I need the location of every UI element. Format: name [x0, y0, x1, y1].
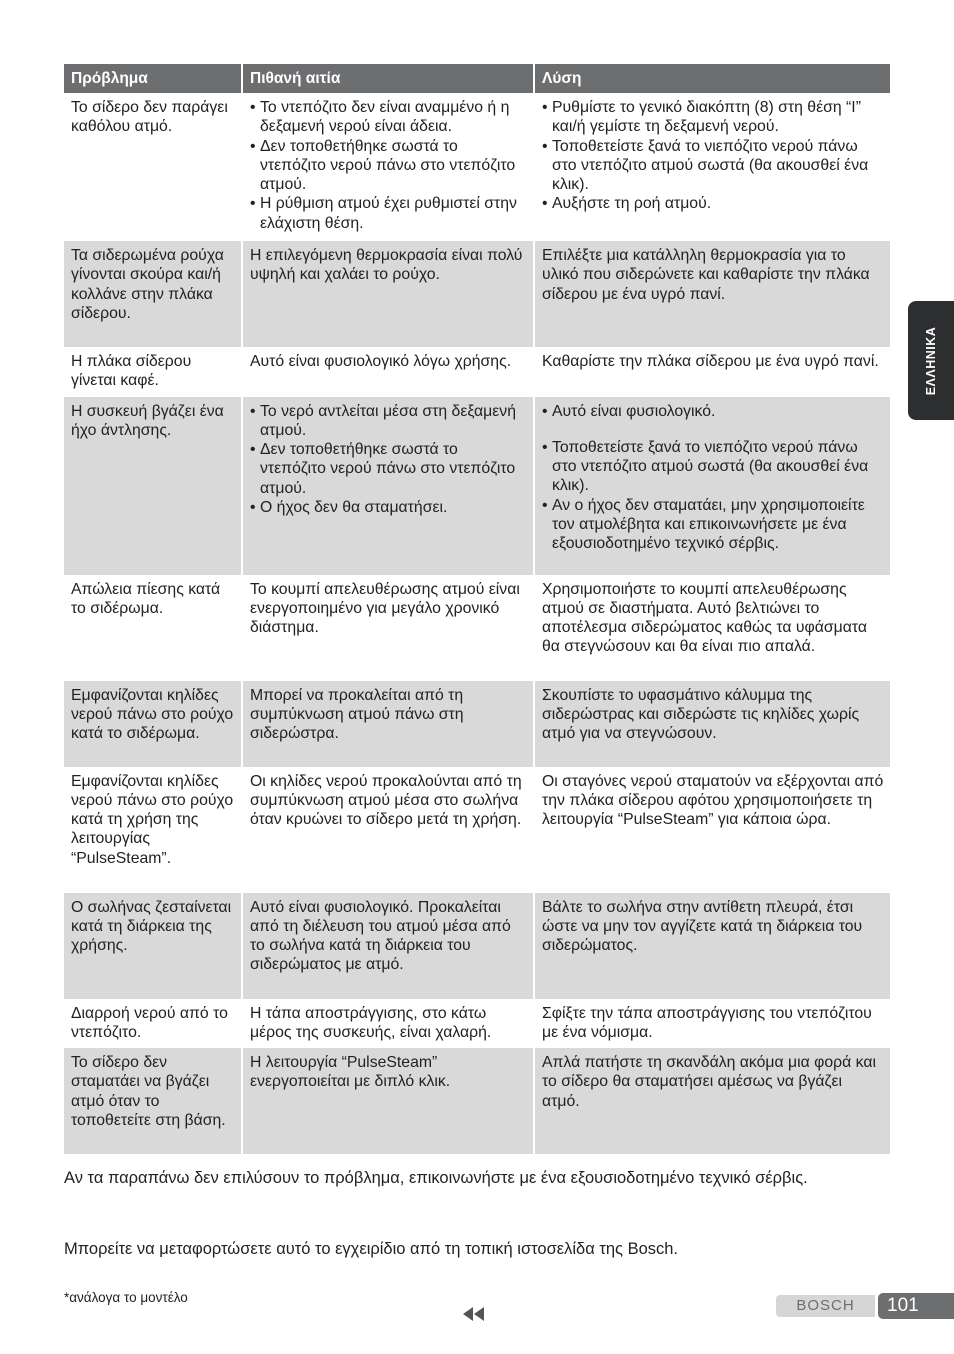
table-row — [64, 1048, 890, 1154]
problem-cell: Η συσκευή βγάζει ένα ήχο άντλησης. — [64, 397, 242, 575]
problem-cell: Το σίδερο δεν παράγει καθόλου ατμό. — [64, 93, 242, 241]
language-side-tab — [908, 301, 954, 420]
language-label: ΕΛΛΗΝΙΚΑ — [924, 326, 938, 395]
cause-cell: Μπορεί να προκαλείται από τη συμπύκνωση ατμού πάνω στη σιδερώστρα. — [242, 681, 534, 767]
cause-cell — [242, 93, 534, 241]
cause-cell: Η τάπα αποστράγγισης, στο κάτω μέρος της συσκευής, είναι χαλαρή. — [242, 999, 534, 1049]
solution-item: • Αυξήστε τη ροή ατμού. — [542, 194, 884, 213]
solution-cell: Καθαρίστε την πλάκα σίδερου με ένα υγρό πανί. — [542, 353, 879, 370]
cause-cell: Αυτό είναι φυσιολογικό λόγω χρήσης. — [242, 347, 534, 397]
cause-item: • Το ντεπόζιτο δεν είναι αναμμένο ή η δεξαμενή νερού είναι άδεια. — [250, 98, 527, 137]
problem-cell: Εμφανίζονται κηλίδες νερού πάνω στο ρούχο κατά το σιδέρωμα. — [64, 681, 242, 767]
solution-cell: Σκουπίστε το υφασμάτινο κάλυμμα της σιδερώστρας και σιδερώστε τις κηλίδες χωρίς ατμό για να στεγνώσουν. — [534, 681, 890, 767]
solution-cell: Σφίξτε την τάπα αποστράγγισης του ντεπόζιτου με ένα νόμισμα. — [542, 1004, 872, 1041]
table-row — [64, 767, 890, 893]
cause-cell: Αυτό είναι φυσιολογικό. Προκαλείται από τη διέλευση του ατμού μέσα από το σωλήνα κατά τη διάρκεια του σιδερώματος με ατμό. — [242, 893, 534, 999]
problem-cell: Τα σιδερωμένα ρούχα γίνονται σκούρα και/ή κολλάνε στην πλάκα σίδερου. — [64, 241, 242, 347]
cause-item: • Δεν τοποθετήθηκε σωστά το ντεπόζιτο νερού πάνω στο ντεπόζιτο ατμού. — [250, 440, 527, 498]
back-arrows-icon — [463, 1307, 484, 1321]
problem-cell: Η πλάκα σίδερου γίνεται καφέ. — [64, 347, 242, 397]
table-row — [64, 397, 890, 575]
cause-item: • Δεν τοποθετήθηκε σωστά το ντεπόζιτο νερού πάνω στο ντεπόζιτο ατμού. — [250, 137, 527, 195]
solution-cell: Απλά πατήστε τη σκανδάλη ακόμα μια φορά και το σίδερο θα σταματήσει αμέσως να βγάζει ατμό. — [534, 1048, 890, 1154]
header-problem: Πρόβλημα — [64, 64, 242, 93]
solution-cell: Βάλτε το σωλήνα στην αντίθετη πλευρά, έτσι ώστε να μην τον αγγίζετε κατά τη διάρκεια του σιδερώματος. — [534, 893, 890, 999]
table-row — [64, 893, 890, 999]
table-row — [64, 575, 890, 681]
download-note: Μπορείτε να μεταφορτώσετε αυτό το εγχειρίδιο από τη τοπική ιστοσελίδα της Bosch. — [64, 1240, 679, 1258]
cause-cell: Το κουμπί απελευθέρωσης ατμού είναι ενεργοποιημένο για μεγάλο χρονικό διάστημα. — [242, 575, 534, 681]
model-footnote: *ανάλογα το μοντέλο — [64, 1290, 188, 1305]
solution-cell: Οι σταγόνες νερού σταματούν να εξέρχονται από την πλάκα σίδερου αφότου χρησιμοποιήσετε τη λειτουργία “PulseSteam” για κάποια ώρα. — [542, 772, 884, 829]
solution-cell: Επιλέξτε μια κατάλληλη θερμοκρασία για το υλικό που σιδερώνετε και καθαρίστε την πλάκα σίδερου με ένα υγρό πανί. — [534, 241, 890, 347]
brand-label: BOSCH — [776, 1295, 875, 1317]
cause-item: • Ο ήχος δεν θα σταματήσει. — [250, 498, 527, 517]
problem-cell: Διαρροή νερού από το ντεπόζιτο. — [64, 999, 242, 1049]
header-cause: Πιθανή αιτία — [242, 64, 534, 93]
troubleshooting-table — [64, 64, 890, 1154]
problem-cell: Εμφανίζονται κηλίδες νερού πάνω στο ρούχο κατά τη χρήση της λειτουργίας “PulseSteam”. — [64, 767, 242, 893]
table-row — [64, 347, 890, 397]
cause-item: • Η ρύθμιση ατμού έχει ρυθμιστεί στην ελάχιστη θέση. — [250, 194, 527, 233]
solution-item: • Τοποθετείστε ξανά το νιεπόζιτο νερού πάνω στο ντεπόζιτο ατμού σωστά (θα ακουσθεί ένα κλικ). — [542, 137, 884, 195]
cause-item: • Το νερό αντλείται μέσα στη δεξαμενή ατμού. — [250, 402, 527, 441]
problem-cell: Απώλεια πίεσης κατά το σιδέρωμα. — [64, 575, 242, 681]
solution-item: • Αν ο ήχος δεν σταματάει, μην χρησιμοποιείτε τον ατμολέβητα και επικοινωνήσετε με ένα εξουσιοδοτημένο τεχνικό σέρβις. — [542, 496, 884, 554]
header-solution: Λύση — [534, 64, 890, 93]
problem-cell: Ο σωλήνας ζεσταίνεται κατά τη διάρκεια της χρήσης. — [64, 893, 242, 999]
solution-cell — [534, 93, 890, 241]
table-row — [64, 241, 890, 347]
solution-cell — [534, 397, 890, 575]
table-header-row — [64, 64, 890, 93]
solution-item: • Ρυθμίστε το γενικό διακόπτη (8) στη θέση “I” και/ή γεμίστε τη δεξαμενή νερού. — [542, 98, 884, 137]
cause-cell: Η λειτουργία “PulseSteam” ενεργοποιείται με διπλό κλικ. — [242, 1048, 534, 1154]
table-row — [64, 681, 890, 767]
solution-cell: Χρησιμοποιήστε το κουμπί απελευθέρωσης ατμού σε διαστήματα. Αυτό βελτιώνει το αποτέλεσμα σιδερώματος καθώς τα υφάσματα θα στεγνώσουν και θα είναι πιο απαλά. — [542, 580, 868, 656]
page-number: 101 — [878, 1293, 954, 1319]
service-note: Αν τα παραπάνω δεν επιλύσουν το πρόβλημα, επικοινωνήστε με ένα εξουσιοδοτημένο τεχνικό σέρβις. — [64, 1169, 808, 1187]
cause-cell: Η επιλεγόμενη θερμοκρασία είναι πολύ υψηλή και χαλάει το ρούχο. — [242, 241, 534, 347]
table-row — [64, 93, 890, 241]
table-row — [64, 999, 890, 1049]
problem-cell: Το σίδερο δεν σταματάει να βγάζει ατμό όταν το τοποθετείτε στη βάση. — [64, 1048, 242, 1154]
cause-cell: Οι κηλίδες νερού προκαλούνται από τη συμπύκνωση ατμού μέσα στο σωλήνα όταν κρυώνει το σίδερο μετά τη χρήση. — [242, 767, 534, 893]
solution-item: • Αυτό είναι φυσιολογικό. — [542, 402, 884, 421]
cause-cell — [242, 397, 534, 575]
solution-item: • Τοποθετείστε ξανά το νιεπόζιτο νερού πάνω στο ντεπόζιτο ατμού σωστά (θα ακουσθεί ένα κλικ). — [542, 438, 884, 496]
